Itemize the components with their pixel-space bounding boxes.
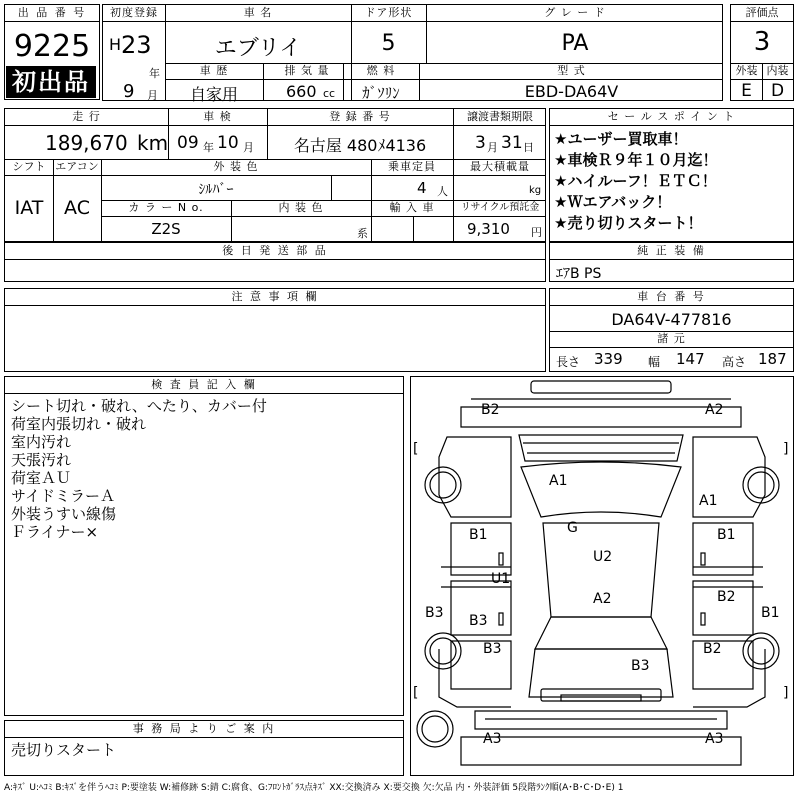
first-registration-label: 初度登録 <box>110 6 158 19</box>
damage-mark: G <box>567 520 578 536</box>
vehicle-history: 自家用 <box>189 85 238 104</box>
capacity-unit: 人 <box>437 185 448 198</box>
damage-mark: B2 <box>481 402 500 418</box>
ext-color: ｼﾙﾊﾞｰ <box>198 182 234 198</box>
fuel-label: 燃 料 <box>366 64 396 77</box>
transfer-day-unit: 日 <box>523 141 534 154</box>
sales-points-label: セ ー ル ス ポ イ ン ト <box>550 109 793 126</box>
car-damage-diagram <box>411 377 793 775</box>
lot-number-label: 出 品 番 号 <box>5 5 99 22</box>
damage-diagram-block <box>410 376 794 776</box>
inspector-note: 荷室内張切れ・破れ <box>11 415 147 433</box>
exterior-grade: E <box>741 81 752 101</box>
inspector-note: 室内汚れ <box>11 433 72 451</box>
inspector-label: 検 査 員 記 入 欄 <box>5 377 403 394</box>
damage-mark: B1 <box>761 605 780 621</box>
recycle-amount: 9,310 <box>467 220 510 238</box>
color-no: Z2S <box>151 220 181 238</box>
interior-grade: D <box>770 81 785 101</box>
height: 187 <box>758 350 787 368</box>
fuel-type: ｶﾞｿﾘﾝ <box>362 84 400 102</box>
height-label: 高さ <box>722 355 747 369</box>
damage-mark: B2 <box>717 589 736 605</box>
car-name: エブリイ <box>214 36 302 61</box>
model-code-label: 型 式 <box>557 64 586 77</box>
max-load-label: 最大積載量 <box>470 160 530 173</box>
recycle-unit: 円 <box>531 226 542 239</box>
caution-label: 注 意 事 項 欄 <box>5 289 545 306</box>
sales-point: ★車検Ｒ９年１０月迄！ <box>554 151 718 169</box>
import-label: 輸 入 車 <box>389 201 435 214</box>
mileage: 189,670 <box>45 131 128 155</box>
length: 339 <box>594 350 623 368</box>
era: H <box>109 35 122 54</box>
first-registration-year: 23 <box>121 31 152 59</box>
damage-mark: A3 <box>483 731 502 747</box>
damage-mark: U2 <box>593 549 613 565</box>
transfer-month-unit: 月 <box>487 141 498 154</box>
inspector-note: シート切れ・破れ、へたり、カバー付 <box>11 397 267 415</box>
caution-block <box>4 288 546 372</box>
capacity: 4 <box>417 179 427 197</box>
damage-mark: A1 <box>549 473 568 489</box>
registration-number: 名古屋 480ﾒ4136 <box>293 136 427 155</box>
model-code: EBD-DA64V <box>524 82 619 101</box>
color-no-label: カ ラ ー N o. <box>128 201 204 214</box>
bracket-right: ] <box>783 685 789 701</box>
damage-mark: B3 <box>425 605 444 621</box>
capacity-label: 乗車定員 <box>388 160 436 173</box>
width-label: 幅 <box>648 355 661 369</box>
sales-point: ★売り切りスタート！ <box>554 214 703 232</box>
score-block <box>730 4 794 101</box>
transfer-label: 譲渡書類期限 <box>467 110 533 123</box>
length-label: 長さ <box>556 355 581 369</box>
displacement-label: 排 気 量 <box>284 64 330 77</box>
door-type: 5 <box>381 31 396 56</box>
sales-point: ★ハイルーフ！ＥＴＣ！ <box>554 172 717 190</box>
inspector-note: 外装うすい線傷 <box>11 505 117 523</box>
inspector-note: 荷室ＡＵ <box>11 469 72 487</box>
history-label: 車 歴 <box>199 64 229 77</box>
recycle-label: リサイクル預託金 <box>460 202 540 213</box>
damage-mark: A3 <box>705 731 724 747</box>
inspector-note: サイドミラーＡ <box>11 487 115 505</box>
damage-mark: A2 <box>593 591 612 607</box>
inspection-year-unit: 年 <box>203 141 214 154</box>
office-block <box>4 720 404 776</box>
max-load-unit: kg <box>529 185 542 196</box>
grade: PA <box>561 31 589 56</box>
genuine-equipment-block <box>549 242 794 282</box>
damage-mark: A1 <box>699 493 718 509</box>
mileage-unit: km <box>137 131 169 155</box>
chassis-label: 車 台 番 号 <box>550 289 793 306</box>
chassis-block <box>549 288 794 372</box>
shift-label: シフト <box>12 160 46 173</box>
shift: IAT <box>14 197 44 219</box>
int-color-label: 内 装 色 <box>278 201 324 214</box>
aircon-label: エアコン <box>55 160 99 173</box>
interior-label: 内装 <box>766 64 789 77</box>
inspection-month: 10 <box>217 133 239 153</box>
int-color-unit: 系 <box>357 227 368 240</box>
office-label: 事 務 局 よ り ご 案 内 <box>5 721 403 738</box>
first-listing-badge: 初出品 <box>6 66 96 98</box>
overall-score: 3 <box>753 27 771 57</box>
chassis-number: DA64V-477816 <box>611 310 732 329</box>
aircon: AC <box>64 197 90 219</box>
damage-mark: B1 <box>469 527 488 543</box>
dims-label: 諸 元 <box>657 332 686 345</box>
sales-point: ★Ｗエアバック！ <box>554 193 672 211</box>
mileage-label: 走 行 <box>72 110 101 123</box>
office-note: 売切りスタート <box>11 741 117 759</box>
transfer-day: 31 <box>501 133 523 153</box>
bracket-left: [ <box>413 685 419 701</box>
displacement: 660 <box>286 82 317 101</box>
inspector-notes <box>11 397 267 541</box>
cc-unit: cc <box>323 87 336 100</box>
width: 147 <box>676 350 705 368</box>
genuine-equipment: ｴｱB PS <box>556 266 602 282</box>
score-label: 評価点 <box>731 5 793 22</box>
month-unit: 月 <box>147 89 158 102</box>
bracket-right: ] <box>783 441 789 457</box>
vehicle-details-block <box>4 108 546 242</box>
later-parts-label: 後 日 発 送 部 品 <box>5 243 545 260</box>
door-label: ドア形状 <box>364 6 413 19</box>
transfer-month: 3 <box>475 133 486 153</box>
inspection-year: 09 <box>177 133 199 153</box>
damage-mark: B2 <box>703 641 722 657</box>
inspector-block <box>4 376 404 716</box>
grade-label: グ レ ー ド <box>544 6 606 19</box>
exterior-label: 外装 <box>735 64 758 77</box>
sales-points-block <box>549 108 794 242</box>
vehicle-summary-block <box>102 4 723 104</box>
registration-label: 登 録 番 号 <box>329 110 391 123</box>
genuine-equipment-label: 純 正 装 備 <box>550 243 793 260</box>
damage-mark: B3 <box>469 613 488 629</box>
damage-mark: B3 <box>483 641 502 657</box>
inspection-month-unit: 月 <box>243 141 254 154</box>
sales-points-list <box>554 129 717 234</box>
damage-mark: B1 <box>717 527 736 543</box>
inspector-note: Ｆライナー× <box>11 523 99 541</box>
inspector-note: 天張汚れ <box>11 451 72 469</box>
first-registration-month: 9 <box>123 81 135 102</box>
damage-mark: B3 <box>631 658 650 674</box>
legend: A:ｷｽﾞ U:ﾍｺﾐ B:ｷｽﾞを伴うﾍｺﾐ P:要塗装 W:補修跡 S:錆 C:腐食、G:ﾌﾛﾝﾄｶﾞﾗｽ点ｷｽﾞ XX:交換済み X:要交換 欠:欠品 内・外装評価 5段階ﾗﾝｸ順(A･B･C･D･E) 1 <box>4 783 624 793</box>
lot-number: 9225 <box>13 29 91 64</box>
year-unit: 年 <box>149 67 160 80</box>
sales-point: ★ユーザー買取車！ <box>554 130 688 148</box>
damage-mark: A2 <box>705 402 724 418</box>
bracket-left: [ <box>413 441 419 457</box>
later-parts-block <box>4 242 546 282</box>
ext-color-label: 外 装 色 <box>213 160 259 173</box>
car-name-label: 車 名 <box>243 6 273 19</box>
inspection-label: 車 検 <box>203 110 232 123</box>
damage-mark: U1 <box>491 571 511 587</box>
